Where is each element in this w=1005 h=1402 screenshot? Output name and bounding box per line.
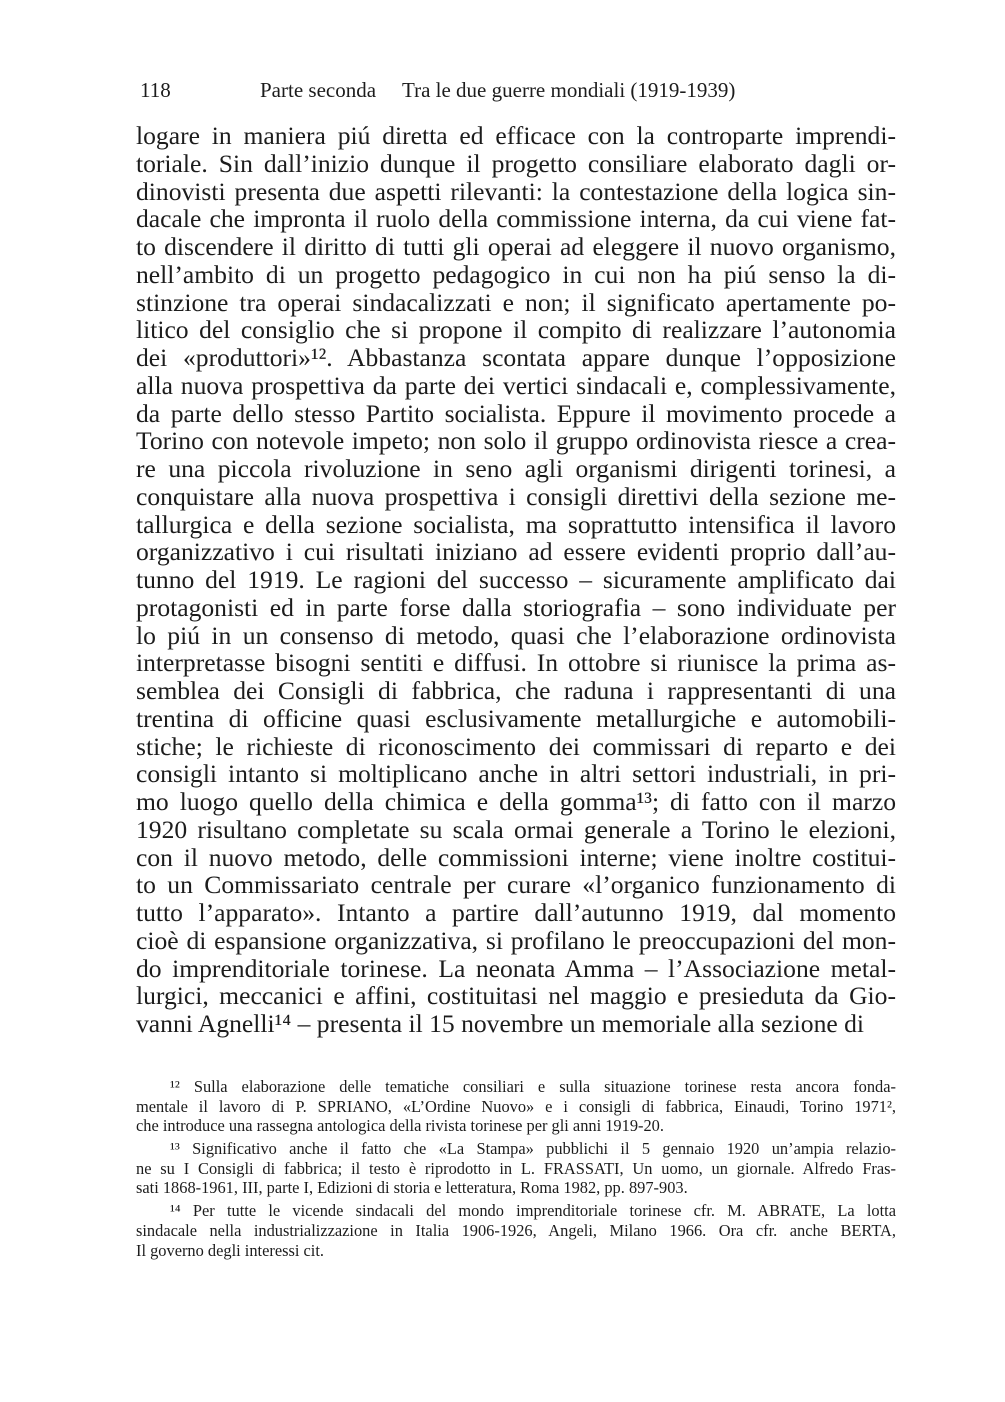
- footnote-line: che introduce una rassegna antologica della rivista torinese per gli anni 1919-20.: [136, 1116, 664, 1136]
- footnote-line: Il governo degli interessi cit.: [136, 1240, 324, 1260]
- body-line: protagonisti ed in parte forse dalla storiografia – sono individuate per: [136, 592, 896, 622]
- body-line: semblea dei Consigli di fabbrica, che raduna i rappresentanti di una: [136, 676, 896, 705]
- body-line: do imprenditoriale torinese. La neonata Amma – l’Associazione metal-: [136, 953, 896, 983]
- body-line: litico del consiglio che si propone il compito di realizzare l’autonomia: [136, 315, 896, 345]
- footnote-13: [136, 1139, 896, 1198]
- body-line: stiche; le richieste di riconoscimento dei commissari di reparto e dei: [136, 731, 896, 761]
- body-line: Torino con notevole impeto; non solo il gruppo ordinovista riesce a crea-: [136, 426, 896, 456]
- body-line: vanni Agnelli¹⁴ – presenta il 15 novembre un memoriale alla sezione di: [136, 1009, 865, 1038]
- body-line: stinzione tra operai sindacalizzati e non; il significato apertamente po-: [136, 287, 896, 317]
- body-line: consigli intanto si moltiplicano anche in altri settori industriali, in pri-: [136, 759, 896, 789]
- body-line: interpretasse bisogni sentiti e diffusi. In ottobre si riunisce la prima as-: [136, 648, 896, 678]
- footnote-line: ¹² Sulla elaborazione delle tematiche consiliari e sulla situazione torinese resta ancora fonda-: [170, 1077, 896, 1096]
- body-line: toriale. Sin dall’inizio dunque il progetto consiliare elaborato dagli or-: [136, 148, 896, 178]
- body-line: dinovisti presenta due aspetti rilevanti: la contestazione della logica sin-: [136, 176, 896, 206]
- body-text: [136, 122, 896, 1038]
- body-line: lo piú in un consenso di metodo, quasi che l’elaborazione ordinovista: [136, 620, 896, 650]
- running-head: [140, 78, 900, 108]
- footnote-12: [136, 1077, 896, 1136]
- body-line: logare in maniera piú diretta ed efficace con la controparte imprendi-: [136, 121, 896, 150]
- body-line: da parte dello stesso Partito socialista. Eppure il movimento procede a: [136, 398, 896, 428]
- footnotes: [136, 1077, 896, 1260]
- footnote-line: ne su I Consigli di fabbrica; il testo è riprodotto in L. FRASSATI, Un uomo, un giornale. Alfredo Fras-: [136, 1158, 896, 1178]
- body-line: to un Commissariato centrale per curare «l’organico funzionamento di: [136, 870, 896, 900]
- body-line: re una piccola rivoluzione in seno agli organismi dirigenti torinesi, a: [136, 454, 896, 483]
- body-line: tallurgica e della sezione socialista, ma soprattutto intensifica il lavoro: [136, 509, 896, 539]
- body-line: conquistare alla nuova prospettiva i consigli direttivi della sezione me-: [136, 481, 896, 511]
- body-line: alla nuova prospettiva da parte dei vertici sindacali e, complessivamente,: [136, 370, 896, 400]
- footnote-line: sati 1868-1961, III, parte I, Edizioni di storia e letteratura, Roma 1982, pp. 897-903.: [136, 1178, 688, 1198]
- part-label: Parte seconda: [260, 78, 377, 102]
- footnote-14: [136, 1201, 896, 1260]
- body-line: mo luogo quello della chimica e della gomma¹³; di fatto con il marzo: [136, 787, 896, 816]
- footnote-line: sindacale nella industrializzazione in Italia 1906-1926, Angeli, Milano 1966. Ora cfr. anche BERTA,: [136, 1220, 896, 1240]
- body-line: 1920 risultano completate su scala ormai generale a Torino le elezioni,: [136, 814, 896, 844]
- body-line: to discendere il diritto di tutti gli operai ad eleggere il nuovo organismo,: [136, 232, 896, 261]
- body-line: dei «produttori»¹². Abbastanza scontata appare dunque l’opposizione: [136, 343, 896, 372]
- body-line: organizzativo i cui risultati iniziano ad essere evidenti proprio dall’au-: [136, 537, 896, 567]
- body-line: con il nuovo metodo, delle commissioni interne; viene inoltre costitui-: [136, 842, 896, 872]
- body-line: lurgici, meccanici e affini, costituitasi nel maggio e presieduta da Gio-: [136, 981, 896, 1011]
- body-line: cioè di espansione organizzativa, si profilano le preoccupazioni del mon-: [136, 925, 896, 955]
- body-line: dacale che impronta il ruolo della commissione interna, da cui viene fat-: [136, 204, 896, 234]
- body-line: nell’ambito di un progetto pedagogico in cui non ha piú senso la di-: [136, 259, 896, 289]
- page-number: 118: [140, 78, 171, 102]
- footnote-line: ¹³ Significativo anche il fatto che «La Stampa» pubblichi il 5 gennaio 1920 un’ampia relazio-: [170, 1139, 896, 1159]
- body-line: trentina di officine quasi esclusivamente metallurgiche e automobili-: [136, 703, 896, 733]
- chapter-title: Tra le due guerre mondiali (1919-1939): [402, 78, 736, 102]
- footnote-line: ¹⁴ Per tutte le vicende sindacali del mondo imprenditoriale torinese cfr. M. ABRATE, La lotta: [170, 1201, 896, 1221]
- body-line: tunno del 1919. Le ragioni del successo – sicuramente amplificato dai: [136, 565, 896, 594]
- body-line: tutto l’apparato». Intanto a partire dall’autunno 1919, dal momento: [136, 898, 896, 927]
- footnote-line: mentale il lavoro di P. SPRIANO, «L’Ordine Nuovo» e i consigli di fabbrica, Einaudi, Torino 1971²,: [136, 1096, 896, 1116]
